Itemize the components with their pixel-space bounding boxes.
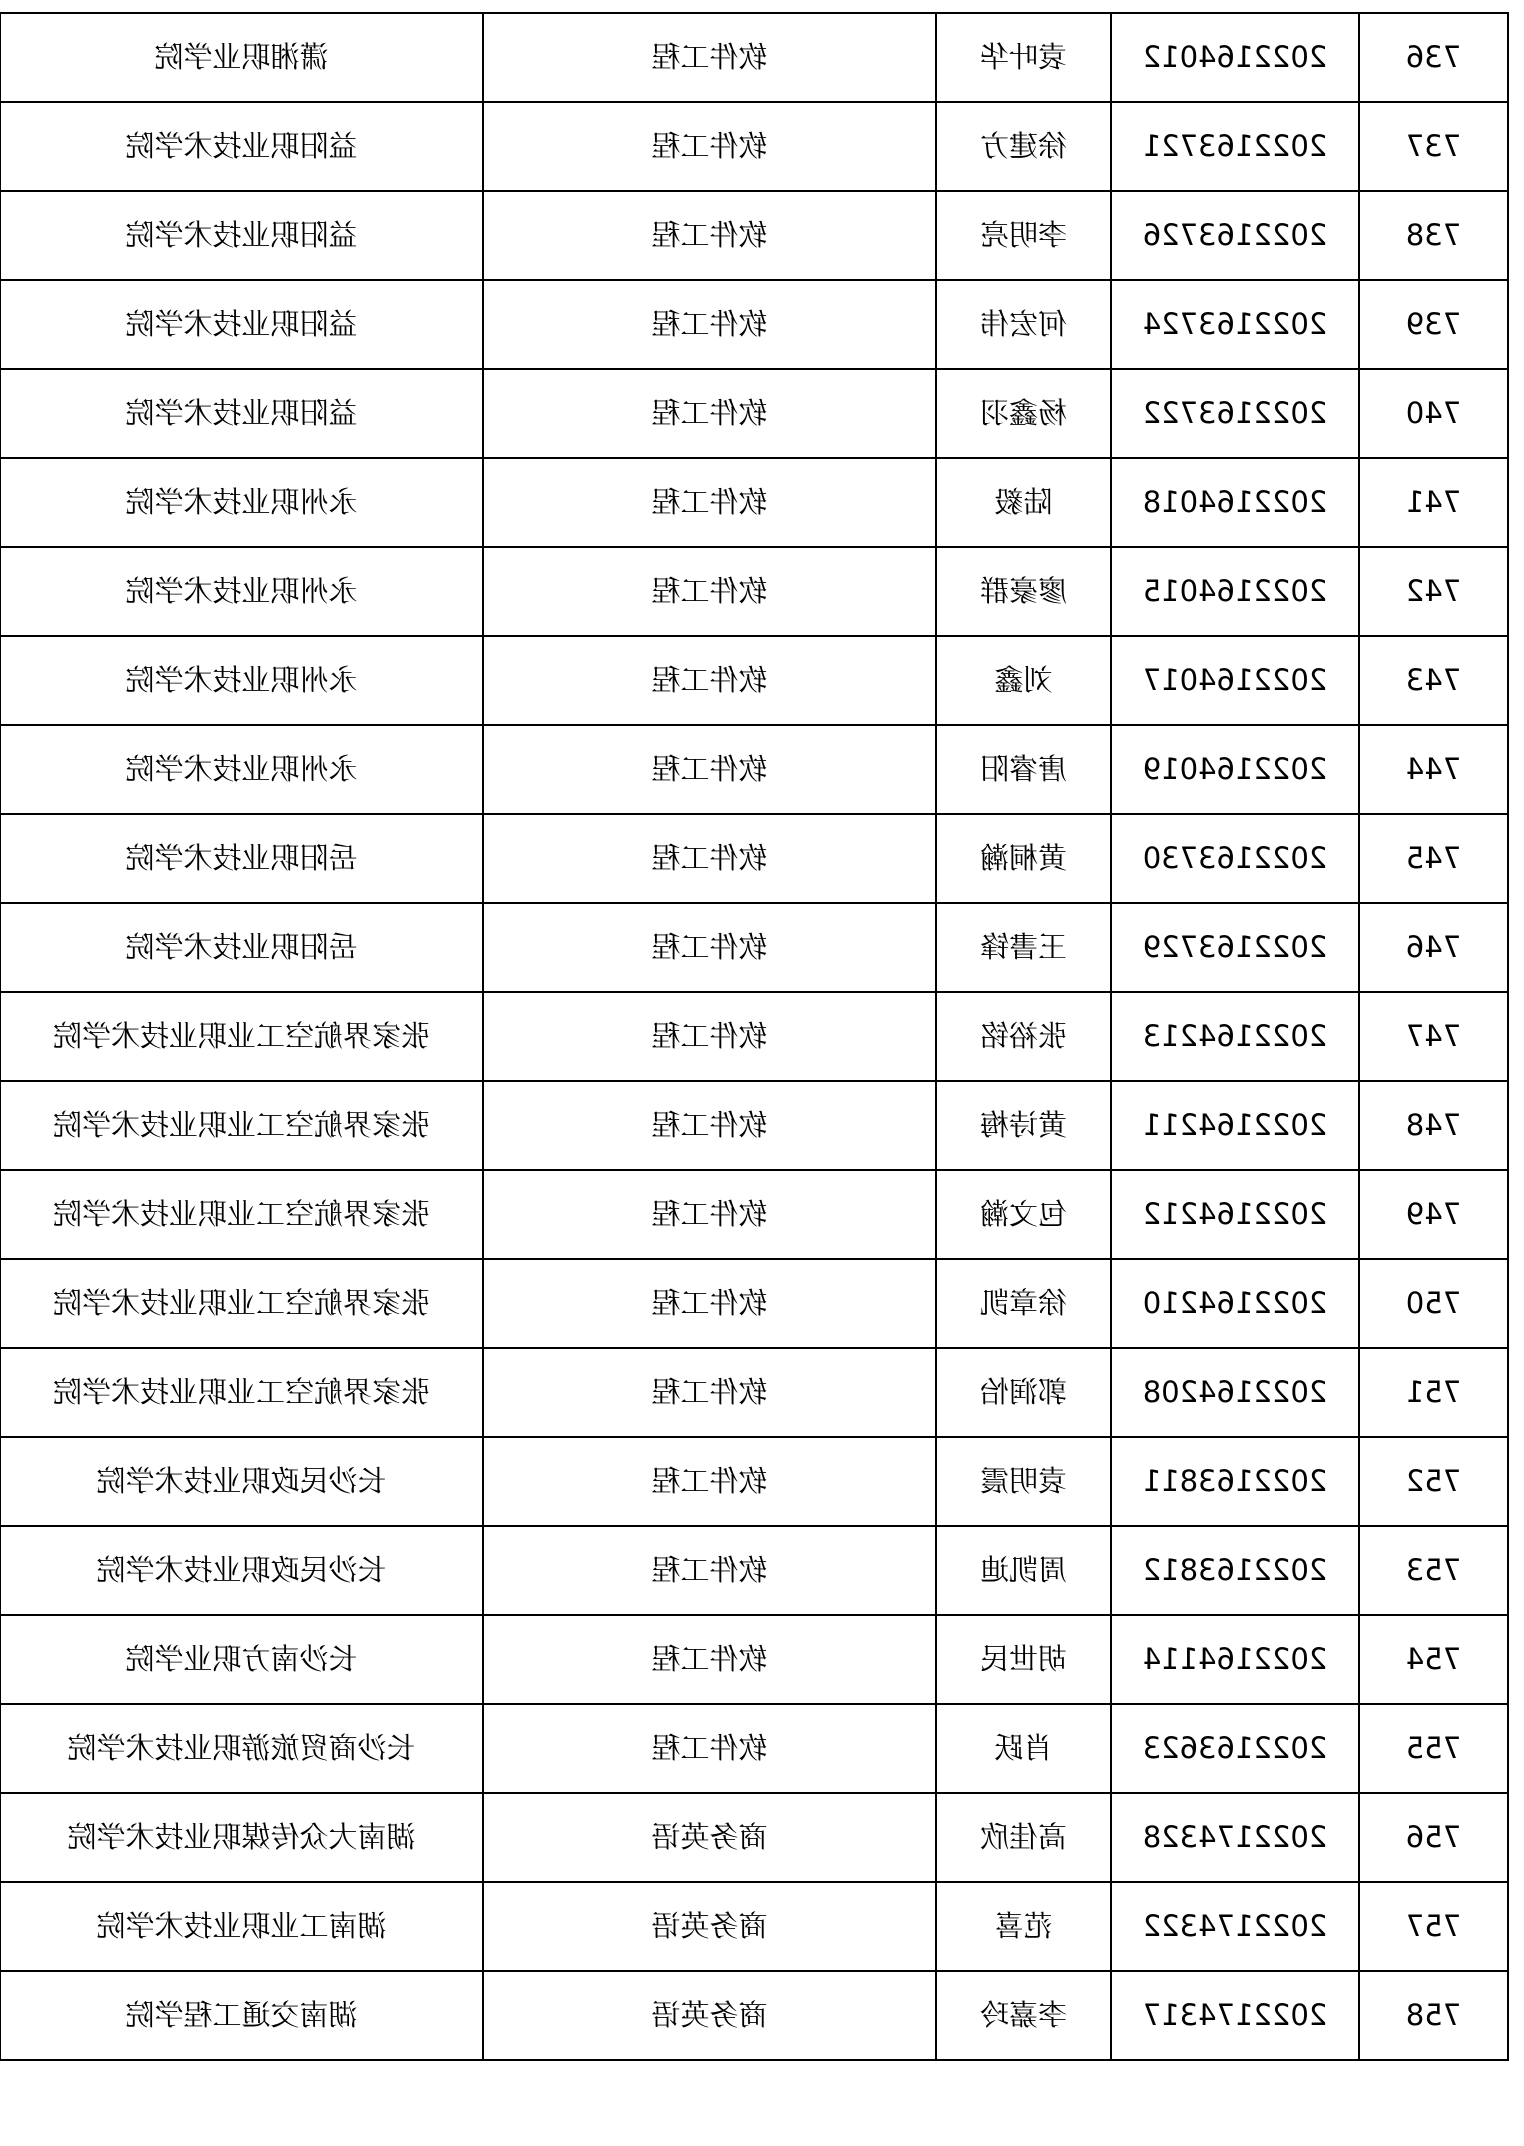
table-row	[0, 1704, 1508, 1793]
student-name-cell: 徐建方	[936, 102, 1111, 191]
table-row	[0, 191, 1508, 280]
school-cell: 益阳职业技术学院	[0, 369, 483, 458]
row-number-cell: 744	[1359, 725, 1508, 814]
student-id-cell: 2022164210	[1111, 1259, 1359, 1348]
major-cell: 商务英语	[483, 1882, 936, 1971]
row-number-cell: 752	[1359, 1437, 1508, 1526]
school-cell: 永州职业技术学院	[0, 547, 483, 636]
school-cell: 永州职业技术学院	[0, 636, 483, 725]
school-cell: 岳阳职业技术学院	[0, 814, 483, 903]
major-cell: 软件工程	[483, 1170, 936, 1259]
table-row	[0, 1081, 1508, 1170]
major-cell: 软件工程	[483, 547, 936, 636]
row-number-cell: 751	[1359, 1348, 1508, 1437]
row-number-cell: 740	[1359, 369, 1508, 458]
major-cell: 商务英语	[483, 1971, 936, 2060]
student-name-cell: 陆毅	[936, 458, 1111, 547]
row-number-cell: 736	[1359, 13, 1508, 102]
student-id-cell: 2022163721	[1111, 102, 1359, 191]
row-number-cell: 753	[1359, 1526, 1508, 1615]
student-name-cell: 包文瀚	[936, 1170, 1111, 1259]
student-id-cell: 2022163811	[1111, 1437, 1359, 1526]
major-cell: 软件工程	[483, 369, 936, 458]
school-cell: 湖南大众传媒职业技术学院	[0, 1793, 483, 1882]
school-cell: 长沙商贸旅游职业技术学院	[0, 1704, 483, 1793]
table-row	[0, 547, 1508, 636]
student-id-cell: 2022163812	[1111, 1526, 1359, 1615]
school-cell: 永州职业技术学院	[0, 458, 483, 547]
student-name-cell: 廖豪群	[936, 547, 1111, 636]
major-cell: 软件工程	[483, 102, 936, 191]
table-row	[0, 992, 1508, 1081]
row-number-cell: 739	[1359, 280, 1508, 369]
row-number-cell: 742	[1359, 547, 1508, 636]
school-cell: 张家界航空工业职业技术学院	[0, 1348, 483, 1437]
table-row	[0, 814, 1508, 903]
row-number-cell: 758	[1359, 1971, 1508, 2060]
student-id-cell: 2022163724	[1111, 280, 1359, 369]
student-id-cell: 2022163726	[1111, 191, 1359, 280]
major-cell: 商务英语	[483, 1793, 936, 1882]
student-id-cell: 2022164012	[1111, 13, 1359, 102]
table-row	[0, 1170, 1508, 1259]
school-cell: 张家界航空工业职业技术学院	[0, 1259, 483, 1348]
student-name-cell: 高佳欣	[936, 1793, 1111, 1882]
student-id-cell: 2022163729	[1111, 903, 1359, 992]
student-name-cell: 周凯迪	[936, 1526, 1111, 1615]
roster-table	[0, 12, 1509, 2061]
student-name-cell: 何宏伟	[936, 280, 1111, 369]
student-name-cell: 袁明震	[936, 1437, 1111, 1526]
school-cell: 长沙南方职业学院	[0, 1615, 483, 1704]
student-id-cell: 2022164114	[1111, 1615, 1359, 1704]
table-row	[0, 903, 1508, 992]
major-cell: 软件工程	[483, 280, 936, 369]
table-row	[0, 1437, 1508, 1526]
school-cell: 张家界航空工业职业技术学院	[0, 1081, 483, 1170]
major-cell: 软件工程	[483, 458, 936, 547]
table-row	[0, 369, 1508, 458]
student-id-cell: 2022174317	[1111, 1971, 1359, 2060]
row-number-cell: 746	[1359, 903, 1508, 992]
major-cell: 软件工程	[483, 992, 936, 1081]
student-id-cell: 2022164018	[1111, 458, 1359, 547]
school-cell: 湖南交通工程学院	[0, 1971, 483, 2060]
school-cell: 益阳职业技术学院	[0, 191, 483, 280]
student-id-cell: 2022163623	[1111, 1704, 1359, 1793]
student-id-cell: 2022164017	[1111, 636, 1359, 725]
table-row	[0, 280, 1508, 369]
major-cell: 软件工程	[483, 1259, 936, 1348]
student-id-cell: 2022174322	[1111, 1882, 1359, 1971]
school-cell: 岳阳职业技术学院	[0, 903, 483, 992]
major-cell: 软件工程	[483, 13, 936, 102]
table-row	[0, 1882, 1508, 1971]
major-cell: 软件工程	[483, 1437, 936, 1526]
school-cell: 永州职业技术学院	[0, 725, 483, 814]
school-cell: 益阳职业技术学院	[0, 280, 483, 369]
table-row	[0, 1526, 1508, 1615]
table-row	[0, 1793, 1508, 1882]
row-number-cell: 756	[1359, 1793, 1508, 1882]
student-name-cell: 王書锋	[936, 903, 1111, 992]
table-row	[0, 102, 1508, 191]
row-number-cell: 750	[1359, 1259, 1508, 1348]
row-number-cell: 749	[1359, 1170, 1508, 1259]
major-cell: 软件工程	[483, 636, 936, 725]
major-cell: 软件工程	[483, 1081, 936, 1170]
student-name-cell: 肖跃	[936, 1704, 1111, 1793]
row-number-cell: 757	[1359, 1882, 1508, 1971]
student-id-cell: 2022164213	[1111, 992, 1359, 1081]
school-cell: 益阳职业技术学院	[0, 102, 483, 191]
school-cell: 张家界航空工业职业技术学院	[0, 1170, 483, 1259]
school-cell: 湖南工业职业技术学院	[0, 1882, 483, 1971]
student-id-cell: 2022164208	[1111, 1348, 1359, 1437]
row-number-cell: 747	[1359, 992, 1508, 1081]
school-cell: 张家界航空工业职业技术学院	[0, 992, 483, 1081]
row-number-cell: 741	[1359, 458, 1508, 547]
table-row	[0, 1615, 1508, 1704]
student-name-cell: 杨鑫羽	[936, 369, 1111, 458]
school-cell: 潇湘职业学院	[0, 13, 483, 102]
table-row	[0, 1971, 1508, 2060]
major-cell: 软件工程	[483, 903, 936, 992]
student-id-cell: 2022163722	[1111, 369, 1359, 458]
major-cell: 软件工程	[483, 1615, 936, 1704]
student-id-cell: 2022164019	[1111, 725, 1359, 814]
major-cell: 软件工程	[483, 1704, 936, 1793]
student-name-cell: 张裕铭	[936, 992, 1111, 1081]
major-cell: 软件工程	[483, 1348, 936, 1437]
table-row	[0, 458, 1508, 547]
student-id-cell: 2022163730	[1111, 814, 1359, 903]
table-row	[0, 636, 1508, 725]
table-row	[0, 13, 1508, 102]
table-row	[0, 1259, 1508, 1348]
student-id-cell: 2022164212	[1111, 1170, 1359, 1259]
student-name-cell: 徐章凯	[936, 1259, 1111, 1348]
school-cell: 长沙民政职业技术学院	[0, 1437, 483, 1526]
school-cell: 长沙民政职业技术学院	[0, 1526, 483, 1615]
major-cell: 软件工程	[483, 191, 936, 280]
student-name-cell: 唐睿阳	[936, 725, 1111, 814]
student-name-cell: 黄诗梅	[936, 1081, 1111, 1170]
row-number-cell: 737	[1359, 102, 1508, 191]
major-cell: 软件工程	[483, 1526, 936, 1615]
row-number-cell: 743	[1359, 636, 1508, 725]
major-cell: 软件工程	[483, 725, 936, 814]
roster-table-body	[0, 13, 1508, 2060]
table-row	[0, 725, 1508, 814]
major-cell: 软件工程	[483, 814, 936, 903]
row-number-cell: 738	[1359, 191, 1508, 280]
student-id-cell: 2022174328	[1111, 1793, 1359, 1882]
student-id-cell: 2022164015	[1111, 547, 1359, 636]
row-number-cell: 748	[1359, 1081, 1508, 1170]
student-name-cell: 刘鑫	[936, 636, 1111, 725]
row-number-cell: 755	[1359, 1704, 1508, 1793]
student-name-cell: 袁叶华	[936, 13, 1111, 102]
student-name-cell: 李嘉玲	[936, 1971, 1111, 2060]
row-number-cell: 745	[1359, 814, 1508, 903]
student-name-cell: 范喜	[936, 1882, 1111, 1971]
student-name-cell: 郭润怡	[936, 1348, 1111, 1437]
student-name-cell: 李明亮	[936, 191, 1111, 280]
student-id-cell: 2022164211	[1111, 1081, 1359, 1170]
table-row	[0, 1348, 1508, 1437]
student-name-cell: 胡世民	[936, 1615, 1111, 1704]
student-name-cell: 黄桐瀚	[936, 814, 1111, 903]
row-number-cell: 754	[1359, 1615, 1508, 1704]
